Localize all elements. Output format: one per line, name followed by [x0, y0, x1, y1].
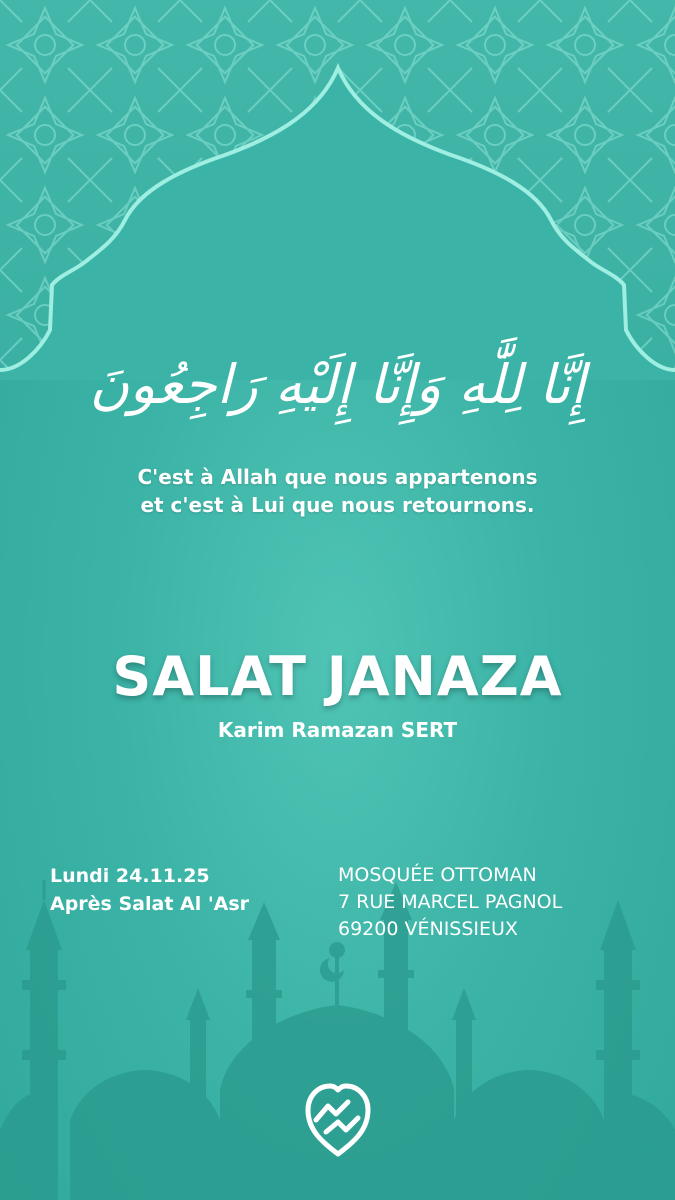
arabic-verse: إِنَّا لِلَّٰهِ وَإِنَّا إِلَيْهِ رَاجِعُونَ	[89, 353, 586, 416]
page-title: SALAT JANAZA	[112, 645, 563, 708]
verse-translation	[0, 463, 675, 519]
heart-handshake-icon	[304, 1076, 372, 1160]
location-block	[338, 862, 658, 943]
schedule-day: Lundi 24.11.25	[50, 865, 210, 887]
translation-line-1: C'est à Allah que nous appartenons	[137, 465, 538, 489]
translation-line-2: et c'est à Lui que nous retournons.	[140, 493, 535, 517]
schedule-time: Après Salat Al 'Asr	[50, 893, 250, 915]
location-street: 7 RUE MARCEL PAGNOL	[338, 891, 563, 913]
location-city: 69200 VÉNISSIEUX	[338, 918, 518, 940]
deceased-name: Karim Ramazan SERT	[217, 718, 458, 742]
geometric-pattern-arch	[0, 0, 675, 380]
schedule-block	[50, 862, 320, 918]
location-name: MOSQUÉE OTTOMAN	[338, 864, 537, 886]
